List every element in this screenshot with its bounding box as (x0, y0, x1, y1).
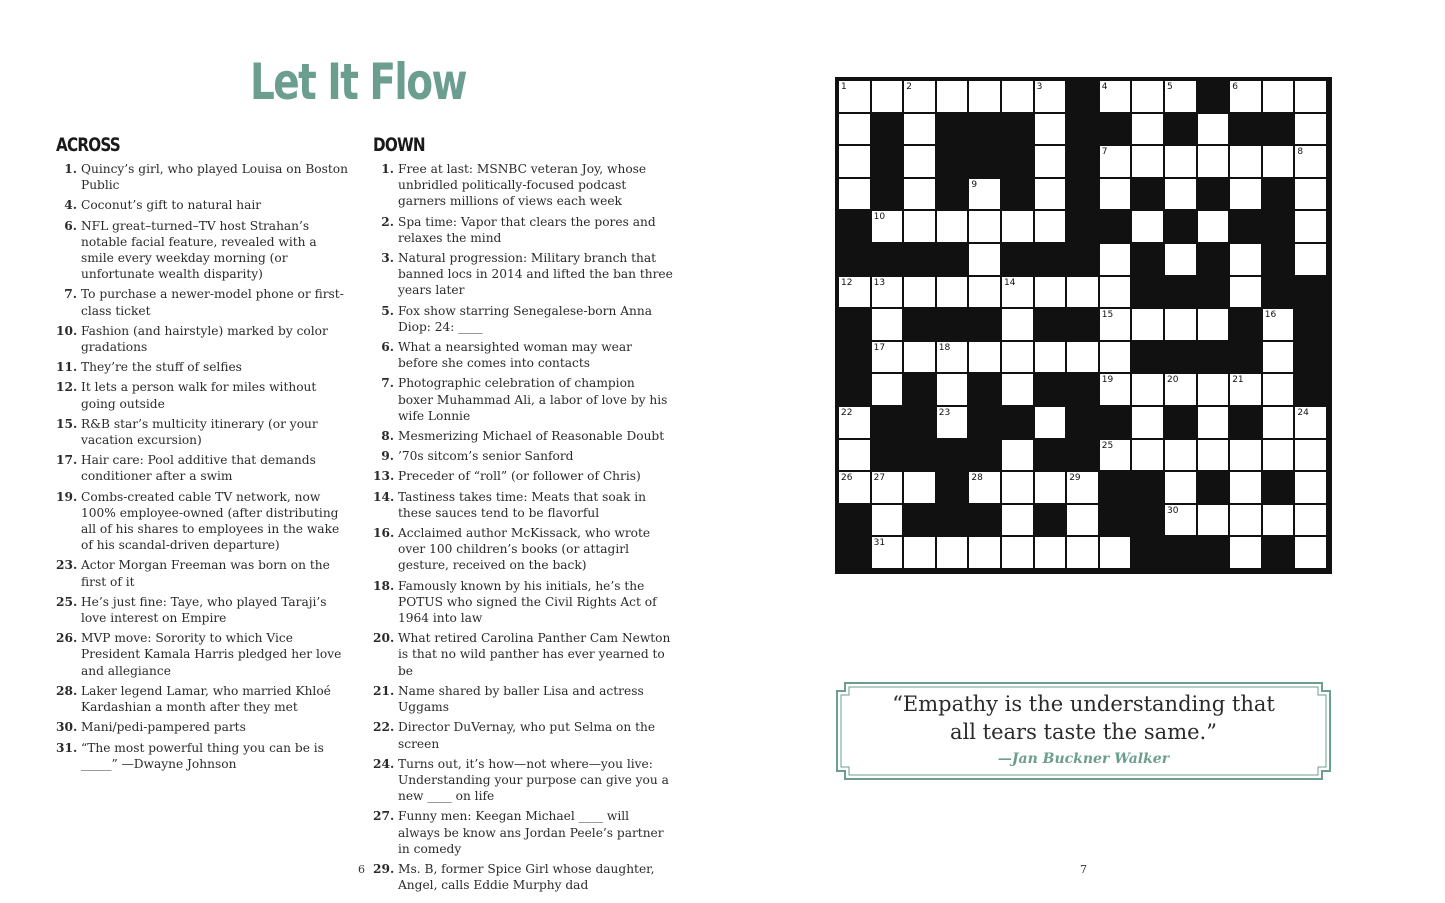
down-clue (373, 489, 673, 521)
clue-number: 13. (373, 469, 395, 484)
grid-cell[interactable] (1198, 309, 1229, 340)
clue-number: 8. (381, 429, 394, 444)
grid-cell[interactable] (1002, 374, 1033, 405)
down-clues (373, 133, 673, 897)
grid-cell[interactable] (1035, 81, 1066, 112)
cell-number: 14 (1004, 277, 1016, 288)
page-number-left: 6 (358, 863, 365, 876)
grid-cell[interactable] (1295, 211, 1326, 242)
grid-cell[interactable] (904, 81, 935, 112)
grid-cell[interactable] (872, 537, 903, 568)
cell-number: 21 (1232, 375, 1244, 386)
grid-cell[interactable] (872, 505, 903, 536)
grid-cell[interactable] (1002, 309, 1033, 340)
grid-cell[interactable] (1035, 407, 1066, 438)
cell-number: 4 (1101, 82, 1108, 92)
clue-text: Turns out, it’s how—not where—you live: Understanding your purpose can give you a new ____ on life (398, 756, 669, 804)
clue-text: Quincy’s girl, who played Louisa on Boston Public (81, 162, 348, 193)
grid-cell[interactable] (839, 407, 870, 438)
down-clue (373, 861, 673, 893)
grid-cell[interactable] (1002, 472, 1033, 503)
cell-number: 26 (841, 473, 853, 484)
grid-cell[interactable] (1132, 114, 1163, 145)
clue-number: 17. (56, 453, 78, 468)
grid-cell[interactable] (937, 407, 968, 438)
clue-number: 5. (381, 303, 394, 318)
grid-cell[interactable] (1132, 407, 1163, 438)
grid-cell[interactable] (839, 81, 870, 112)
grid-cell[interactable] (1132, 440, 1163, 471)
across-clue (56, 740, 351, 772)
clue-number: 1. (381, 162, 394, 176)
grid-cell[interactable] (872, 211, 903, 242)
cell-number: 6 (1232, 82, 1238, 92)
grid-cell[interactable] (839, 472, 870, 503)
across-clue (56, 452, 351, 484)
grid-cell[interactable] (1198, 211, 1229, 242)
quote-text (835, 690, 1332, 746)
grid-cell[interactable] (1067, 277, 1098, 308)
clue-number: 18. (373, 578, 395, 593)
down-clue-list (373, 161, 673, 893)
across-clue (56, 557, 351, 589)
grid-cell[interactable] (1002, 342, 1033, 373)
clue-text: NFL great–turned–TV host Strahan’s notable facial feature, revealed with a smile every weekday morning (or unfortunate wealth disparity) (81, 218, 317, 282)
clue-number: 31. (56, 740, 78, 755)
cell-number: 18 (938, 342, 951, 353)
grid-cell[interactable] (1165, 179, 1196, 210)
clue-number: 15. (56, 416, 78, 431)
grid-cell[interactable] (1100, 309, 1131, 340)
clue-text: ’70s sitcom’s senior Sanford (398, 449, 574, 464)
quote-author: —Jan Buckner Walker (997, 751, 1170, 767)
cell-number: 13 (873, 277, 886, 288)
across-heading: ACROSS (56, 134, 120, 156)
page-number-right: 7 (1080, 863, 1087, 876)
grid-cell[interactable] (969, 342, 1000, 373)
cell-number: 3 (1036, 82, 1043, 92)
cell-number: 31 (873, 538, 886, 549)
down-clue (373, 428, 673, 444)
cell-number: 23 (938, 408, 951, 418)
across-clue (56, 323, 351, 355)
clue-number: 20. (373, 631, 395, 646)
clue-text: What a nearsighted woman may wear before she comes into contacts (398, 340, 632, 371)
quote-line-1: “Empathy is the understanding that (892, 692, 1275, 716)
cell-number: 7 (1101, 147, 1108, 158)
across-clue (56, 218, 351, 283)
grid-cell[interactable] (969, 277, 1000, 308)
cell-number: 15 (1101, 310, 1114, 321)
down-clue (373, 375, 673, 424)
across-clue (56, 379, 351, 411)
down-clue (373, 525, 673, 574)
grid-cell[interactable] (872, 374, 903, 405)
clue-number: 26. (56, 631, 78, 646)
clue-text: Tastiness takes time: Meats that soak in these sauces tend to be flavorful (398, 489, 647, 520)
grid-cell[interactable] (1002, 537, 1033, 568)
grid-cell[interactable] (872, 277, 903, 308)
crossword-grid (835, 77, 1332, 574)
clue-number: 16. (373, 526, 395, 541)
grid-cell[interactable] (937, 537, 968, 568)
grid-cell[interactable] (1100, 146, 1131, 177)
down-clue (373, 468, 673, 484)
grid-cell[interactable] (1035, 179, 1066, 210)
cell-number: 2 (906, 82, 912, 92)
grid-cell[interactable] (1035, 114, 1066, 145)
grid-cell[interactable] (1100, 537, 1131, 568)
clue-text: “The most powerful thing you can be is _____” —Dwayne Johnson (81, 740, 324, 771)
grid-cell[interactable] (1198, 114, 1229, 145)
grid-cell[interactable] (1165, 81, 1196, 112)
clue-number: 29. (373, 861, 395, 876)
grid-cell[interactable] (1230, 472, 1261, 503)
across-clues (56, 133, 351, 776)
clue-number: 28. (56, 683, 78, 698)
grid-cell[interactable] (937, 277, 968, 308)
grid-cell[interactable] (904, 211, 935, 242)
clue-text: Hair care: Pool additive that demands conditioner after a swim (81, 453, 316, 484)
grid-cell[interactable] (1198, 146, 1229, 177)
cell-number: 16 (1264, 310, 1277, 321)
cell-number: 5 (1167, 82, 1173, 92)
grid-cell[interactable] (1100, 440, 1131, 471)
clue-number: 25. (56, 594, 78, 609)
clue-number: 1. (64, 162, 77, 176)
clue-number: 27. (373, 809, 395, 824)
grid-cell[interactable] (1295, 179, 1326, 210)
cell-number: 12 (841, 277, 853, 288)
across-clue (56, 683, 351, 715)
grid-cell[interactable] (839, 146, 870, 177)
down-clue (373, 808, 673, 857)
grid-cell[interactable] (904, 472, 935, 503)
grid-cell[interactable] (937, 342, 968, 373)
clue-text: To purchase a newer-model phone or first-class ticket (81, 287, 344, 318)
clue-text: Spa time: Vapor that clears the pores and relaxes the mind (398, 214, 656, 245)
grid-cell[interactable] (1132, 146, 1163, 177)
clue-text: Ms. B, former Spice Girl whose daughter, Angel, calls Eddie Murphy dad (398, 861, 655, 893)
grid-cell[interactable] (839, 114, 870, 145)
grid-cell[interactable] (1035, 342, 1066, 373)
down-clue (373, 578, 673, 627)
grid-cell[interactable] (1295, 537, 1326, 568)
grid-cell[interactable] (937, 81, 968, 112)
grid-cell[interactable] (969, 537, 1000, 568)
grid-cell[interactable] (1263, 505, 1294, 536)
down-clue (373, 756, 673, 805)
clue-text: Preceder of “roll” (or follower of Chris) (398, 469, 641, 484)
grid-cell[interactable] (969, 179, 1000, 210)
grid-cell[interactable] (1100, 374, 1131, 405)
grid-cell[interactable] (1100, 81, 1131, 112)
clue-text: Coconut’s gift to natural hair (81, 198, 262, 213)
clue-number: 3. (381, 251, 394, 266)
grid-cell[interactable] (1230, 537, 1261, 568)
grid-cell[interactable] (1067, 537, 1098, 568)
grid-cell[interactable] (1230, 244, 1261, 275)
grid-cell[interactable] (1295, 114, 1326, 145)
cell-number: 1 (841, 82, 847, 92)
clue-number: 9. (381, 449, 394, 464)
grid-cell[interactable] (937, 374, 968, 405)
down-clue (373, 214, 673, 246)
grid-cell[interactable] (1295, 244, 1326, 275)
across-clue (56, 416, 351, 448)
clue-number: 23. (56, 558, 78, 573)
clue-text: Fox show starring Senegalese-born Anna Diop: 24: ____ (398, 303, 652, 334)
cell-number: 30 (1167, 505, 1179, 516)
clue-text: Director DuVernay, who put Selma on the screen (398, 720, 656, 751)
grid-cell[interactable] (1263, 374, 1294, 405)
grid-cell[interactable] (1165, 440, 1196, 471)
clue-number: 7. (64, 287, 77, 302)
cell-number: 19 (1101, 375, 1114, 386)
clue-text: Mani/pedi-pampered parts (81, 720, 246, 735)
grid-cell[interactable] (1002, 81, 1033, 112)
grid-cell[interactable] (1165, 244, 1196, 275)
puzzle-title: Let It Flow (250, 53, 466, 111)
cell-number: 20 (1167, 375, 1179, 386)
cell-number: 29 (1069, 473, 1081, 484)
grid-cell[interactable] (1002, 211, 1033, 242)
grid-cell[interactable] (1263, 407, 1294, 438)
grid-cell[interactable] (872, 472, 903, 503)
grid-cell[interactable] (1198, 505, 1229, 536)
grid-cell[interactable] (1002, 505, 1033, 536)
grid-cell[interactable] (1132, 211, 1163, 242)
grid-cell[interactable] (1002, 277, 1033, 308)
cell-number: 9 (971, 179, 978, 190)
grid-cell[interactable] (1100, 277, 1131, 308)
grid-cell[interactable] (1002, 440, 1033, 471)
grid-cell[interactable] (1100, 244, 1131, 275)
grid-cell[interactable] (1067, 472, 1098, 503)
grid-cell[interactable] (969, 211, 1000, 242)
clue-number: 11. (56, 360, 78, 375)
cell-number: 28 (971, 473, 983, 484)
grid-cell[interactable] (1035, 277, 1066, 308)
grid-cell[interactable] (1035, 146, 1066, 177)
down-clue (373, 448, 673, 464)
grid-cell[interactable] (1263, 146, 1294, 177)
clue-text: R&B star’s multicity itinerary (or your vacation excursion) (81, 416, 318, 448)
clue-number: 14. (373, 489, 395, 504)
clue-text: Combs-created cable TV network, now 100% employee-owned (after distributing all of his shares to employees in the wake of his scandal-driven departure) (81, 489, 340, 553)
grid-cell[interactable] (969, 472, 1000, 503)
clue-number: 24. (373, 756, 395, 771)
down-clue (373, 250, 673, 299)
quote-line-2: all tears taste the same.” (950, 720, 1217, 744)
clue-number: 12. (56, 380, 78, 395)
grid-cell[interactable] (839, 277, 870, 308)
clue-text: Funny men: Keegan Michael ____ will always be know ans Jordan Peele’s partner in comedy (398, 809, 664, 856)
grid-cell[interactable] (904, 114, 935, 145)
grid-cell[interactable] (1230, 179, 1261, 210)
cell-number: 25 (1101, 440, 1114, 451)
clue-number: 6. (64, 218, 77, 233)
cell-number: 24 (1297, 408, 1309, 418)
grid-cell[interactable] (1165, 309, 1196, 340)
grid-cell[interactable] (904, 342, 935, 373)
down-heading: DOWN (373, 134, 425, 156)
grid-cell[interactable] (1295, 505, 1326, 536)
grid-cell[interactable] (1165, 472, 1196, 503)
grid-cell[interactable] (1165, 505, 1196, 536)
grid-cell[interactable] (1165, 146, 1196, 177)
grid-cell[interactable] (904, 277, 935, 308)
clue-number: 21. (373, 683, 395, 698)
grid-cell[interactable] (969, 81, 1000, 112)
grid-cell[interactable] (1263, 81, 1294, 112)
down-clue (373, 303, 673, 335)
grid-cell[interactable] (1100, 179, 1131, 210)
grid-cell[interactable] (1035, 472, 1066, 503)
grid-cell[interactable] (1230, 374, 1261, 405)
grid-cell[interactable] (1230, 81, 1261, 112)
clue-text: Fashion (and hairstyle) marked by color gradations (81, 323, 328, 355)
grid-cell[interactable] (1263, 342, 1294, 373)
clue-text: Famously known by his initials, he’s the POTUS who signed the Civil Rights Act of 1964 into law (398, 578, 657, 626)
down-clue (373, 683, 673, 715)
grid-cell[interactable] (1067, 505, 1098, 536)
clue-text: What retired Carolina Panther Cam Newton is that no wild panther has ever yearned to be (398, 631, 671, 678)
cell-number: 8 (1297, 147, 1304, 158)
grid-cell[interactable] (1067, 342, 1098, 373)
grid-cell[interactable] (1132, 374, 1163, 405)
grid-cell[interactable] (1295, 146, 1326, 177)
clue-text: MVP move: Sorority to which Vice President Kamala Harris pledged her love and allegiance (81, 631, 342, 678)
clue-text: Mesmerizing Michael of Reasonable Doubt (398, 429, 665, 444)
grid-cell[interactable] (1230, 505, 1261, 536)
down-clue (373, 339, 673, 371)
clue-text: Natural progression: Military branch that banned locs in 2014 and lifted the ban three years later (398, 251, 673, 298)
grid-cell[interactable] (839, 440, 870, 471)
across-clue (56, 286, 351, 318)
down-clue (373, 719, 673, 751)
clue-number: 19. (56, 489, 78, 504)
grid-cell[interactable] (872, 81, 903, 112)
across-clue (56, 161, 351, 193)
grid-cell[interactable] (904, 537, 935, 568)
clue-number: 6. (381, 340, 394, 355)
cell-number: 17 (873, 342, 886, 353)
grid-cell[interactable] (1230, 440, 1261, 471)
grid-cell[interactable] (1263, 309, 1294, 340)
grid-cell[interactable] (904, 179, 935, 210)
clue-text: It lets a person walk for miles without going outside (81, 380, 317, 411)
clue-text: He’s just fine: Taye, who played Taraji’s love interest on Empire (81, 594, 327, 626)
cell-number: 27 (873, 473, 886, 484)
grid-cell[interactable] (937, 211, 968, 242)
clue-number: 7. (381, 376, 394, 391)
grid-cell[interactable] (1295, 407, 1326, 438)
down-clue (373, 630, 673, 679)
across-clue (56, 594, 351, 626)
clue-text: Free at last: MSNBC veteran Joy, whose unbridled politically-focused podcast garners millions of views each week (398, 162, 647, 209)
grid-cell[interactable] (1035, 211, 1066, 242)
grid-cell[interactable] (1295, 81, 1326, 112)
grid-cell[interactable] (839, 179, 870, 210)
clue-number: 4. (64, 198, 77, 213)
grid-cell[interactable] (872, 309, 903, 340)
grid-cell[interactable] (1198, 407, 1229, 438)
cell-number: 10 (873, 212, 886, 223)
grid-cell[interactable] (1198, 440, 1229, 471)
cell-number: 22 (841, 408, 853, 418)
across-clue (56, 197, 351, 213)
across-clue (56, 359, 351, 375)
grid-cell[interactable] (904, 146, 935, 177)
clue-number: 30. (56, 720, 78, 735)
clue-number: 10. (56, 323, 78, 338)
across-clue (56, 719, 351, 735)
clue-number: 2. (381, 214, 394, 229)
grid-cell[interactable] (1230, 146, 1261, 177)
down-clue (373, 161, 673, 210)
grid-cell[interactable] (1263, 440, 1294, 471)
grid-cell[interactable] (1100, 342, 1131, 373)
grid-cell[interactable] (1230, 277, 1261, 308)
grid-cell[interactable] (1132, 81, 1163, 112)
clue-text: Name shared by baller Lisa and actress Uggams (398, 683, 644, 715)
grid-cell[interactable] (1295, 472, 1326, 503)
clue-text: Photographic celebration of champion boxer Muhammad Ali, a labor of love by his wife Lonnie (398, 376, 668, 423)
clue-text: They’re the stuff of selfies (81, 360, 242, 375)
clue-text: Actor Morgan Freeman was born on the first of it (81, 558, 330, 589)
grid-cell[interactable] (872, 342, 903, 373)
across-clue (56, 630, 351, 679)
grid-cell[interactable] (1035, 537, 1066, 568)
grid-cell[interactable] (1132, 309, 1163, 340)
across-clue (56, 489, 351, 554)
grid-cell[interactable] (1295, 440, 1326, 471)
grid-cell[interactable] (1165, 374, 1196, 405)
grid-cell[interactable] (969, 244, 1000, 275)
clue-number: 22. (373, 720, 395, 735)
clue-text: Acclaimed author McKissack, who wrote over 100 children’s books (or attagirl gesture, received on the back) (398, 526, 651, 573)
clue-text: Laker legend Lamar, who married Khloé Kardashian a month after they met (81, 683, 331, 715)
grid-cell[interactable] (1198, 374, 1229, 405)
across-clue-list (56, 161, 351, 772)
